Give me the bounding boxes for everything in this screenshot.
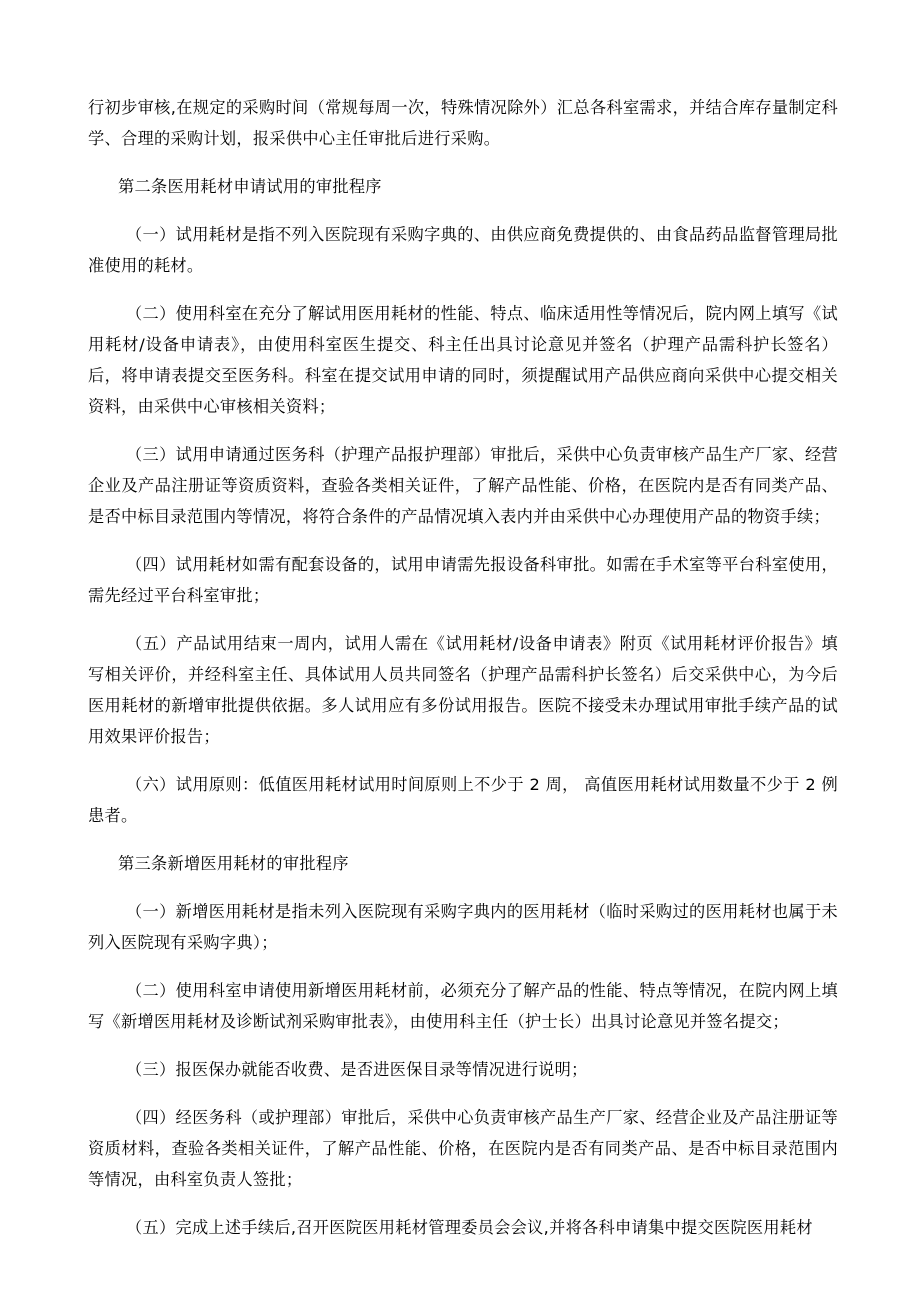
article-heading-new-consumables: 第三条新增医用耗材的审批程序	[118, 854, 349, 873]
paragraph-procurement-continuation: 行初步审核,在规定的采购时间（常规每周一次，特殊情况除外）汇总各科室需求，并结合库存量制定科学、合理的采购计划，报采供中心主任审批后进行采购。	[88, 98, 838, 148]
paragraph-trial-item-4: （四）试用耗材如需有配套设备的，试用申请需先报设备科审批。如需在手术室等平台科室使用，需先经过平台科室审批；	[88, 555, 838, 605]
paragraph-trial-item-3: （三）试用申请通过医务科（护理产品报护理部）审批后，采供中心负责审核产品生产厂家、经营企业及产品注册证等资质资料，查验各类相关证件，了解产品性能、价格，在医院内是否有同类产品、是否中标目录范围内等情况，将符合条件的产品情况填入表内并由采供中心办理使用产品的物资手续；	[88, 445, 838, 526]
paragraph-new-item-4: （四）经医务科（或护理部）审批后，采供中心负责审核产品生产厂家、经营企业及产品注册证等资质材料，查验各类相关证件，了解产品性能、价格，在医院内是否有同类产品、是否中标目录范围内等情况，由科室负责人签批；	[88, 1108, 838, 1189]
paragraph-trial-item-1: （一）试用耗材是指不列入医院现有采购字典的、由供应商免费提供的、由食品药品监督管理局批准使用的耗材。	[88, 225, 838, 275]
paragraph-trial-item-5: （五）产品试用结束一周内，试用人需在《试用耗材/设备申请表》附页《试用耗材评价报告》填写相关评价，并经科室主任、具体试用人员共同签名（护理产品需科护长签名）后交采供中心，为今后医用耗材的新增审批提供依据。多人试用应有多份试用报告。医院不接受未办理试用审批手续产品的试用效果评价报告；	[88, 634, 838, 746]
paragraph-new-item-5: （五）完成上述手续后,召开医院医用耗材管理委员会会议,并将各科申请集中提交医院医用耗材	[126, 1218, 813, 1237]
paragraph-trial-item-6: （六）试用原则：低值医用耗材试用时间原则上不少于 2 周， 高值医用耗材试用数量不少于 2 例患者。	[88, 775, 838, 825]
document-body	[88, 92, 838, 1243]
article-heading-trial-approval: 第二条医用耗材申请试用的审批程序	[118, 177, 382, 196]
paragraph-new-item-1: （一）新增医用耗材是指未列入医院现有采购字典内的医用耗材（临时采购过的医用耗材也属于未列入医院现有采购字典）；	[88, 902, 838, 952]
paragraph-trial-item-2: （二）使用科室在充分了解试用医用耗材的性能、特点、临床适用性等情况后，院内网上填写《试用耗材/设备申请表》，由使用科室医生提交、科主任出具讨论意见并签名（护理产品需科护长签名）后，将申请表提交至医务科。科室在提交试用申请的同时，须提醒试用产品供应商向采供中心提交相关资料，由采供中心审核相关资料；	[88, 304, 838, 416]
paragraph-new-item-2: （二）使用科室申请使用新增医用耗材前，必须充分了解产品的性能、特点等情况，在院内网上填写《新增医用耗材及诊断试剂采购审批表》，由使用科主任（护士长）出具讨论意见并签名提交；	[88, 981, 838, 1031]
paragraph-new-item-3: （三）报医保办就能否收费、是否进医保目录等情况进行说明；	[126, 1060, 588, 1079]
